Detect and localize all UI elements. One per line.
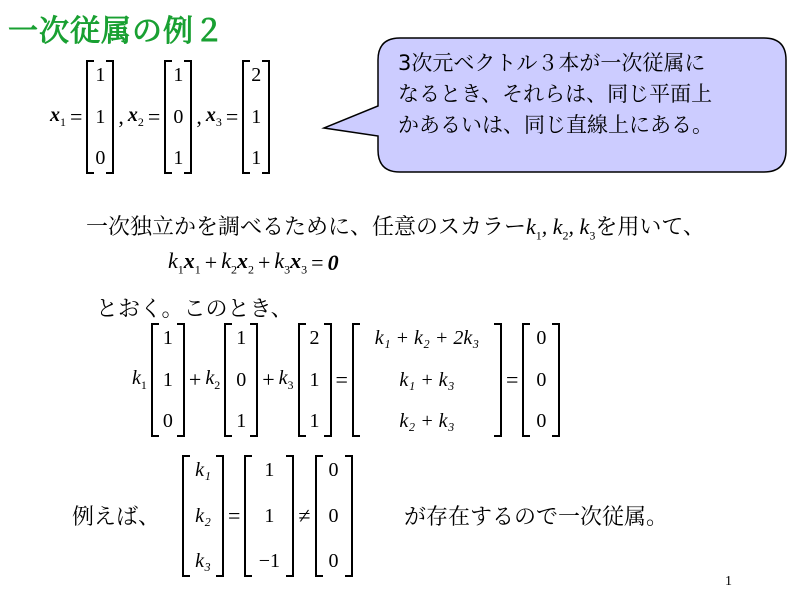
matrix-cell: 1	[251, 105, 262, 128]
vector-x1	[86, 60, 114, 174]
matrix-cell: 1	[173, 64, 184, 86]
equals-sign: =	[70, 104, 83, 129]
x1-symbol: $x_1$	[50, 104, 66, 129]
example-suffix: が存在するので一次従属。	[404, 505, 669, 530]
matrix-zero: 0 0 0	[522, 323, 560, 437]
linear-combination-equation: $k_1$ $x_1$ + $k_2$ $x_2$ + $k_3$ $x_3$ = 0	[168, 248, 339, 277]
matrix-cell: 1	[251, 147, 262, 169]
value-vector: 1 1 −1	[244, 455, 294, 577]
matrix-cell: 0	[173, 105, 184, 128]
vector-x2	[164, 60, 192, 174]
matrix-m1: 1 1 0	[151, 323, 185, 437]
matrix-cell: 1	[95, 105, 106, 128]
matrix-cell: 1	[173, 147, 184, 169]
sentence-part: 一次独立かを調べるために、任意のスカラー	[86, 215, 527, 240]
matrix-m3: 2 1 1	[298, 323, 332, 437]
vector-definitions	[50, 62, 270, 172]
callout-text	[398, 48, 768, 141]
callout-line-1: 3次元ベクトル３本が一次従属に	[398, 51, 706, 75]
equals-sign: =	[225, 104, 239, 129]
callout-line-3: かあるいは、同じ直線上にある。	[398, 113, 713, 137]
scalar-symbols: $k_1$, $k_2$, $k_3$	[526, 214, 596, 243]
x2-symbol: $x_2$	[127, 104, 144, 129]
matrix-cell: 2	[251, 64, 262, 86]
comma: ,	[118, 104, 124, 129]
sentence-setup: とおく。このとき、	[96, 297, 293, 322]
sentence-part: を用いて、	[595, 215, 705, 240]
x3-symbol: $x_3$	[205, 104, 222, 129]
matrix-result: k₁ + k₂ + 2k₃ k₁ + k₃ k₂ + k₃	[352, 323, 502, 437]
sentence-scalars	[86, 210, 705, 243]
comma: ,	[196, 104, 202, 129]
slide-title: 一次従属の例２	[8, 14, 225, 49]
example-prefix: 例えば、	[72, 505, 161, 530]
zero-vector: 0 0 0	[315, 455, 353, 577]
matrix-m2: 1 0 1	[224, 323, 258, 437]
matrix-cell: 1	[95, 64, 106, 86]
example-equation: k₁ k₂ k₃ = 1 1 −1 ≠ 0 0 0	[182, 456, 353, 576]
matrix-cell: 0	[95, 147, 106, 169]
equals-sign: =	[147, 104, 161, 129]
k-vector: k₁ k₂ k₃	[182, 455, 224, 577]
page-number: 1	[725, 574, 732, 589]
vector-x3	[242, 60, 270, 174]
expanded-equation: $k_1$ 1 1 0 + $k_2$ 1 0 1 + $k_3$ 2 1 1 = k₁ + k₂ + 2k₃ k₁ + k₃ k₂ + k₃ = 0 0 0	[132, 324, 560, 436]
callout-line-2: なるとき、それらは、同じ平面上	[398, 82, 713, 106]
